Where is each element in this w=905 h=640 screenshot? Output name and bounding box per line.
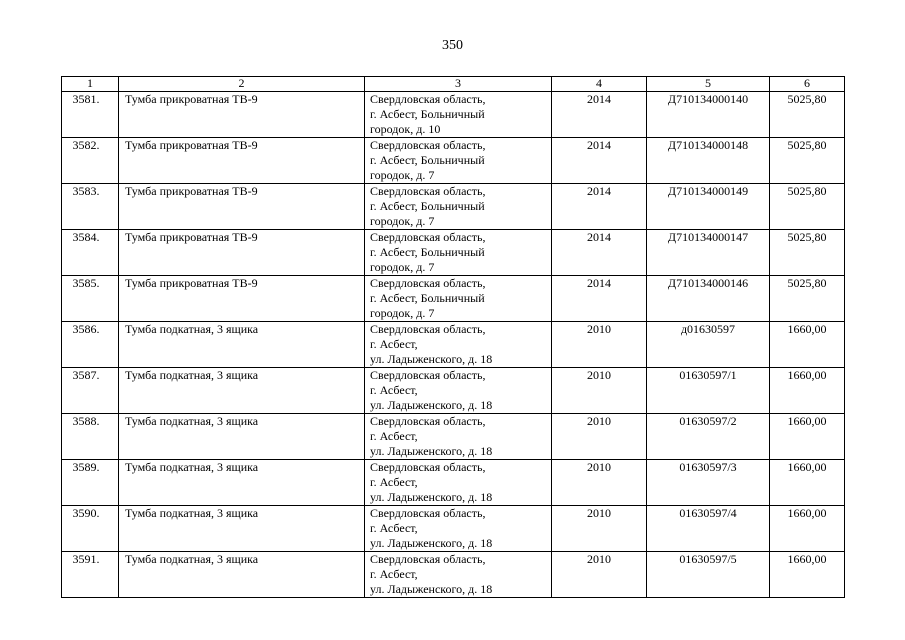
table-row (62, 552, 845, 598)
item-name-cell: Тумба подкатная, 3 ящика (119, 552, 365, 598)
address-line: г. Асбест, Больничный (370, 245, 485, 259)
column-header-3: 3 (365, 77, 552, 92)
address-line: Свердловская область, (370, 138, 486, 152)
address-cell (365, 138, 552, 184)
inventory-code-cell: Д710134000149 (647, 184, 770, 230)
item-name-cell: Тумба прикроватная ТВ-9 (119, 276, 365, 322)
inventory-code-cell: Д710134000140 (647, 92, 770, 138)
address-line: Свердловская область, (370, 368, 486, 382)
year-cell: 2010 (552, 322, 647, 368)
year-cell: 2010 (552, 460, 647, 506)
address-line: г. Асбест, (370, 337, 418, 351)
row-number-cell: 3585. (62, 276, 119, 322)
column-header-4: 4 (552, 77, 647, 92)
item-name-cell: Тумба прикроватная ТВ-9 (119, 184, 365, 230)
address-cell (365, 368, 552, 414)
table-row (62, 460, 845, 506)
item-name-cell: Тумба подкатная, 3 ящика (119, 414, 365, 460)
address-cell (365, 322, 552, 368)
row-number-cell: 3589. (62, 460, 119, 506)
row-number-cell: 3591. (62, 552, 119, 598)
year-cell: 2014 (552, 92, 647, 138)
address-line: Свердловская область, (370, 552, 486, 566)
table-row (62, 184, 845, 230)
year-cell: 2014 (552, 230, 647, 276)
amount-cell: 5025,80 (770, 92, 845, 138)
row-number-cell: 3583. (62, 184, 119, 230)
year-cell: 2010 (552, 552, 647, 598)
item-name-cell: Тумба прикроватная ТВ-9 (119, 92, 365, 138)
amount-cell: 1660,00 (770, 552, 845, 598)
amount-cell: 1660,00 (770, 414, 845, 460)
inventory-code-cell: 01630597/1 (647, 368, 770, 414)
amount-cell: 5025,80 (770, 184, 845, 230)
column-header-1: 1 (62, 77, 119, 92)
address-cell (365, 506, 552, 552)
row-number-cell: 3584. (62, 230, 119, 276)
address-line: г. Асбест, Больничный (370, 291, 485, 305)
inventory-code-cell: 01630597/4 (647, 506, 770, 552)
inventory-code-cell: 01630597/2 (647, 414, 770, 460)
inventory-code-cell: 01630597/5 (647, 552, 770, 598)
column-header-6: 6 (770, 77, 845, 92)
table-row (62, 506, 845, 552)
address-line: Свердловская область, (370, 460, 486, 474)
address-line: Свердловская область, (370, 92, 486, 106)
row-number-cell: 3586. (62, 322, 119, 368)
address-line: ул. Ладыженского, д. 18 (370, 398, 493, 412)
address-cell (365, 276, 552, 322)
address-line: г. Асбест, Больничный (370, 107, 485, 121)
address-line: Свердловская область, (370, 322, 486, 336)
page-number: 350 (442, 38, 463, 53)
amount-cell: 5025,80 (770, 276, 845, 322)
year-cell: 2010 (552, 506, 647, 552)
address-line: г. Асбест, (370, 429, 418, 443)
year-cell: 2014 (552, 184, 647, 230)
table-row (62, 138, 845, 184)
address-line: г. Асбест, (370, 521, 418, 535)
address-line: г. Асбест, (370, 475, 418, 489)
table-row (62, 414, 845, 460)
item-name-cell: Тумба подкатная, 3 ящика (119, 460, 365, 506)
item-name-cell: Тумба прикроватная ТВ-9 (119, 138, 365, 184)
property-table (61, 76, 845, 598)
row-number-cell: 3581. (62, 92, 119, 138)
address-line: Свердловская область, (370, 414, 486, 428)
year-cell: 2014 (552, 138, 647, 184)
amount-cell: 5025,80 (770, 138, 845, 184)
amount-cell: 1660,00 (770, 506, 845, 552)
year-cell: 2014 (552, 276, 647, 322)
address-cell (365, 184, 552, 230)
address-line: ул. Ладыженского, д. 18 (370, 582, 493, 596)
amount-cell: 1660,00 (770, 322, 845, 368)
address-line: Свердловская область, (370, 230, 486, 244)
inventory-code-cell: д01630597 (647, 322, 770, 368)
table-row (62, 322, 845, 368)
row-number-cell: 3587. (62, 368, 119, 414)
address-line: г. Асбест, Больничный (370, 153, 485, 167)
address-line: Свердловская область, (370, 276, 486, 290)
address-cell (365, 460, 552, 506)
inventory-code-cell: Д710134000147 (647, 230, 770, 276)
address-line: г. Асбест, (370, 383, 418, 397)
row-number-cell: 3582. (62, 138, 119, 184)
address-cell (365, 414, 552, 460)
table-body (62, 92, 845, 598)
address-line: Свердловская область, (370, 184, 486, 198)
row-number-cell: 3588. (62, 414, 119, 460)
address-cell (365, 92, 552, 138)
header-row (62, 77, 845, 92)
row-number-cell: 3590. (62, 506, 119, 552)
address-cell (365, 552, 552, 598)
item-name-cell: Тумба подкатная, 3 ящика (119, 506, 365, 552)
amount-cell: 1660,00 (770, 460, 845, 506)
item-name-cell: Тумба подкатная, 3 ящика (119, 322, 365, 368)
address-line: городок, д. 7 (370, 168, 435, 182)
column-header-2: 2 (119, 77, 365, 92)
inventory-code-cell: Д710134000148 (647, 138, 770, 184)
address-cell (365, 230, 552, 276)
year-cell: 2010 (552, 368, 647, 414)
address-line: городок, д. 7 (370, 214, 435, 228)
address-line: г. Асбест, (370, 567, 418, 581)
address-line: ул. Ладыженского, д. 18 (370, 352, 493, 366)
column-header-5: 5 (647, 77, 770, 92)
address-line: ул. Ладыженского, д. 18 (370, 444, 493, 458)
address-line: городок, д. 7 (370, 306, 435, 320)
item-name-cell: Тумба подкатная, 3 ящика (119, 368, 365, 414)
inventory-code-cell: Д710134000146 (647, 276, 770, 322)
item-name-cell: Тумба прикроватная ТВ-9 (119, 230, 365, 276)
inventory-code-cell: 01630597/3 (647, 460, 770, 506)
table-row (62, 230, 845, 276)
address-line: городок, д. 7 (370, 260, 435, 274)
year-cell: 2010 (552, 414, 647, 460)
amount-cell: 5025,80 (770, 230, 845, 276)
address-line: городок, д. 10 (370, 122, 441, 136)
table-row (62, 92, 845, 138)
address-line: ул. Ладыженского, д. 18 (370, 536, 493, 550)
address-line: ул. Ладыженского, д. 18 (370, 490, 493, 504)
table-row (62, 276, 845, 322)
amount-cell: 1660,00 (770, 368, 845, 414)
address-line: Свердловская область, (370, 506, 486, 520)
address-line: г. Асбест, Больничный (370, 199, 485, 213)
table-row (62, 368, 845, 414)
